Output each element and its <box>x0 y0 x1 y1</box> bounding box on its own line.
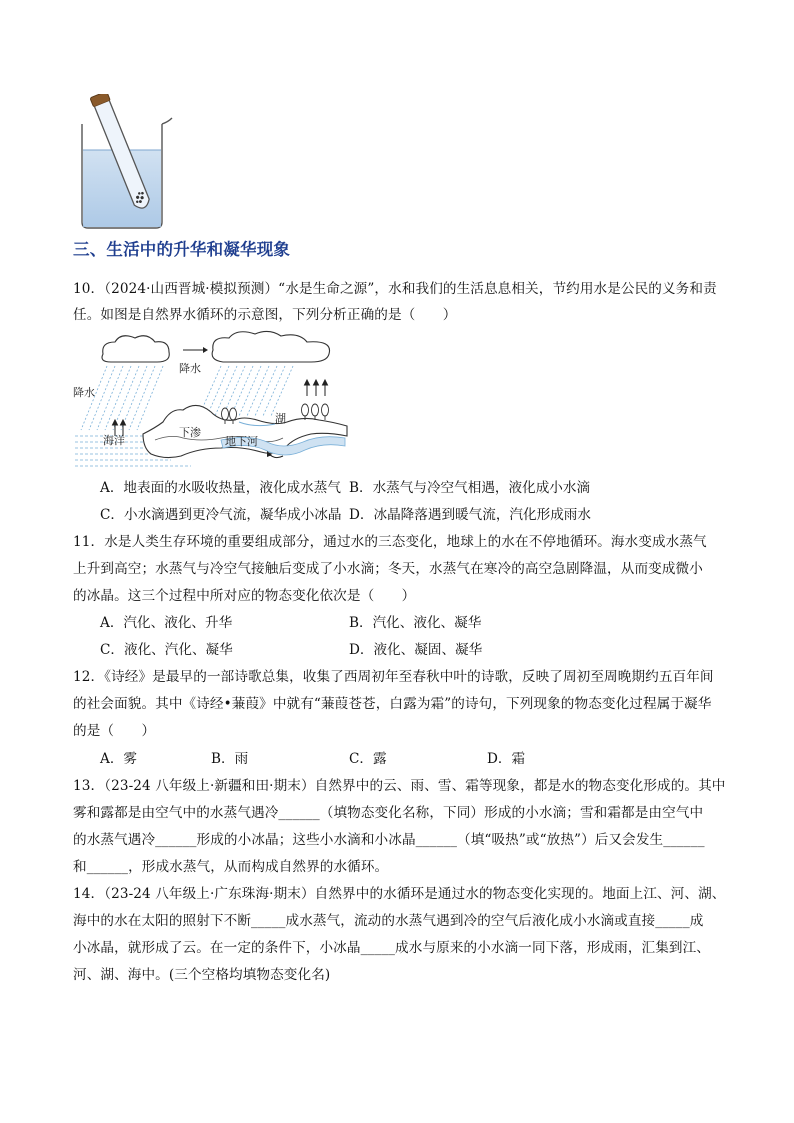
rain-right <box>199 366 293 416</box>
q10-option-d: D．冰晶降落遇到暖气流，汽化形成雨水 <box>349 507 591 523</box>
label-rain-top: 降水 <box>179 362 201 375</box>
cloud-left <box>102 336 169 362</box>
q12-option-d: D．霜 <box>487 751 526 767</box>
q14-stem-line1: 14．（23-24 八年级上·广东珠海·期末）自然界中的水循环是通过水的物态变化实现的。地面上江、河、湖、 <box>73 886 726 902</box>
q12-stem-line2: 的社会面貌。其中《诗经•蒹葭》中就有“蒹葭苍苍，白露为霜”的诗句，下列现象的物态变化过程属于凝华 <box>73 696 712 712</box>
section-title: 三、生活中的升华和凝华现象 <box>73 240 291 259</box>
q13-stem-line4: 和______，形成水蒸气，从而构成自然界的水循环。 <box>73 859 389 875</box>
cloud-right <box>212 331 329 362</box>
q14-stem-line2: 海中的水在太阳的照射下不断_____成水蒸气，流动的水蒸气遇到冷的空气后液化成小水滴或直接_____成 <box>73 913 704 929</box>
q10-stem-line1: 10．（2024·山西晋城·模拟预测）“水是生命之源”，水和我们的生活息息相关，节约用水是公民的义务和责 <box>73 281 717 297</box>
q12-stem-line3: 的是（ ） <box>73 723 156 739</box>
label-ocean: 海洋 <box>103 434 125 447</box>
q14-stem-line3: 小冰晶，就形成了云。在一定的条件下，小冰晶_____成水与原来的小水滴一同下落，形成雨，汇集到江、 <box>73 940 711 956</box>
q11-stem-line3: 的冰晶。这三个过程中所对应的物态变化依次是（ ） <box>73 588 416 604</box>
label-underground-river: 地下河 <box>225 435 258 448</box>
q12-option-c: C．露 <box>349 751 387 767</box>
q11-option-b: B．汽化、液化、凝华 <box>349 615 482 631</box>
water-cycle-diagram <box>71 330 351 470</box>
q12-option-b: B．雨 <box>211 751 249 767</box>
q12-stem-line1: 12．《诗经》是最早的一部诗歌总集，收集了西周初年至春秋中叶的诗歌，反映了周初至周晚期约五百年间 <box>73 669 714 685</box>
q11-stem-line1: 11．水是人类生存环境的重要组成部分，通过水的三态变化，地球上的水在不停地循环。海水变成水蒸气 <box>73 534 707 550</box>
label-seep: 下渗 <box>179 426 201 439</box>
q11-option-d: D．液化、凝固、凝华 <box>349 642 483 658</box>
q13-stem-line1: 13．（23-24 八年级上·新疆和田·期末）自然界中的云、雨、雪、霜等现象，都是水的物态变化形成的。其中 <box>73 778 726 794</box>
q13-stem-line2: 雾和露都是由空气中的水蒸气遇冷______（填物态变化名称，下同）形成的小水滴；雪和霜都是由空气中 <box>73 805 704 821</box>
q10-option-c: C．小水滴遇到更冷气流，凝华成小冰晶 <box>100 507 342 523</box>
q10-option-a: A．地表面的水吸收热量，液化成水蒸气 <box>100 480 341 496</box>
test-tube-beaker-figure <box>68 94 180 232</box>
q11-stem-line2: 上升到高空；水蒸气与冷空气接触后变成了小水滴；冬天，水蒸气在寒冷的高空急剧降温，从而变成微小 <box>73 561 703 577</box>
q11-option-a: A．汽化、液化、升华 <box>100 615 233 631</box>
q10-option-b: B．水蒸气与冷空气相遇，液化成小水滴 <box>349 480 591 496</box>
q11-option-c: C．液化、汽化、凝华 <box>100 642 233 658</box>
q14-stem-line4: 河、湖、海中。(三个空格均填物态变化名) <box>73 967 331 983</box>
q12-option-a: A．雾 <box>100 751 138 767</box>
label-rain-left: 降水 <box>73 386 95 399</box>
label-lake: 湖 <box>275 412 286 425</box>
q13-stem-line3: 的水蒸气遇冷______形成的小冰晶；这些小水滴和小冰晶______（填“吸热”或“放热”）后又会发生______ <box>73 832 705 848</box>
q10-stem-line2: 任。如图是自然界水循环的示意图，下列分析正确的是（ ） <box>73 307 457 323</box>
